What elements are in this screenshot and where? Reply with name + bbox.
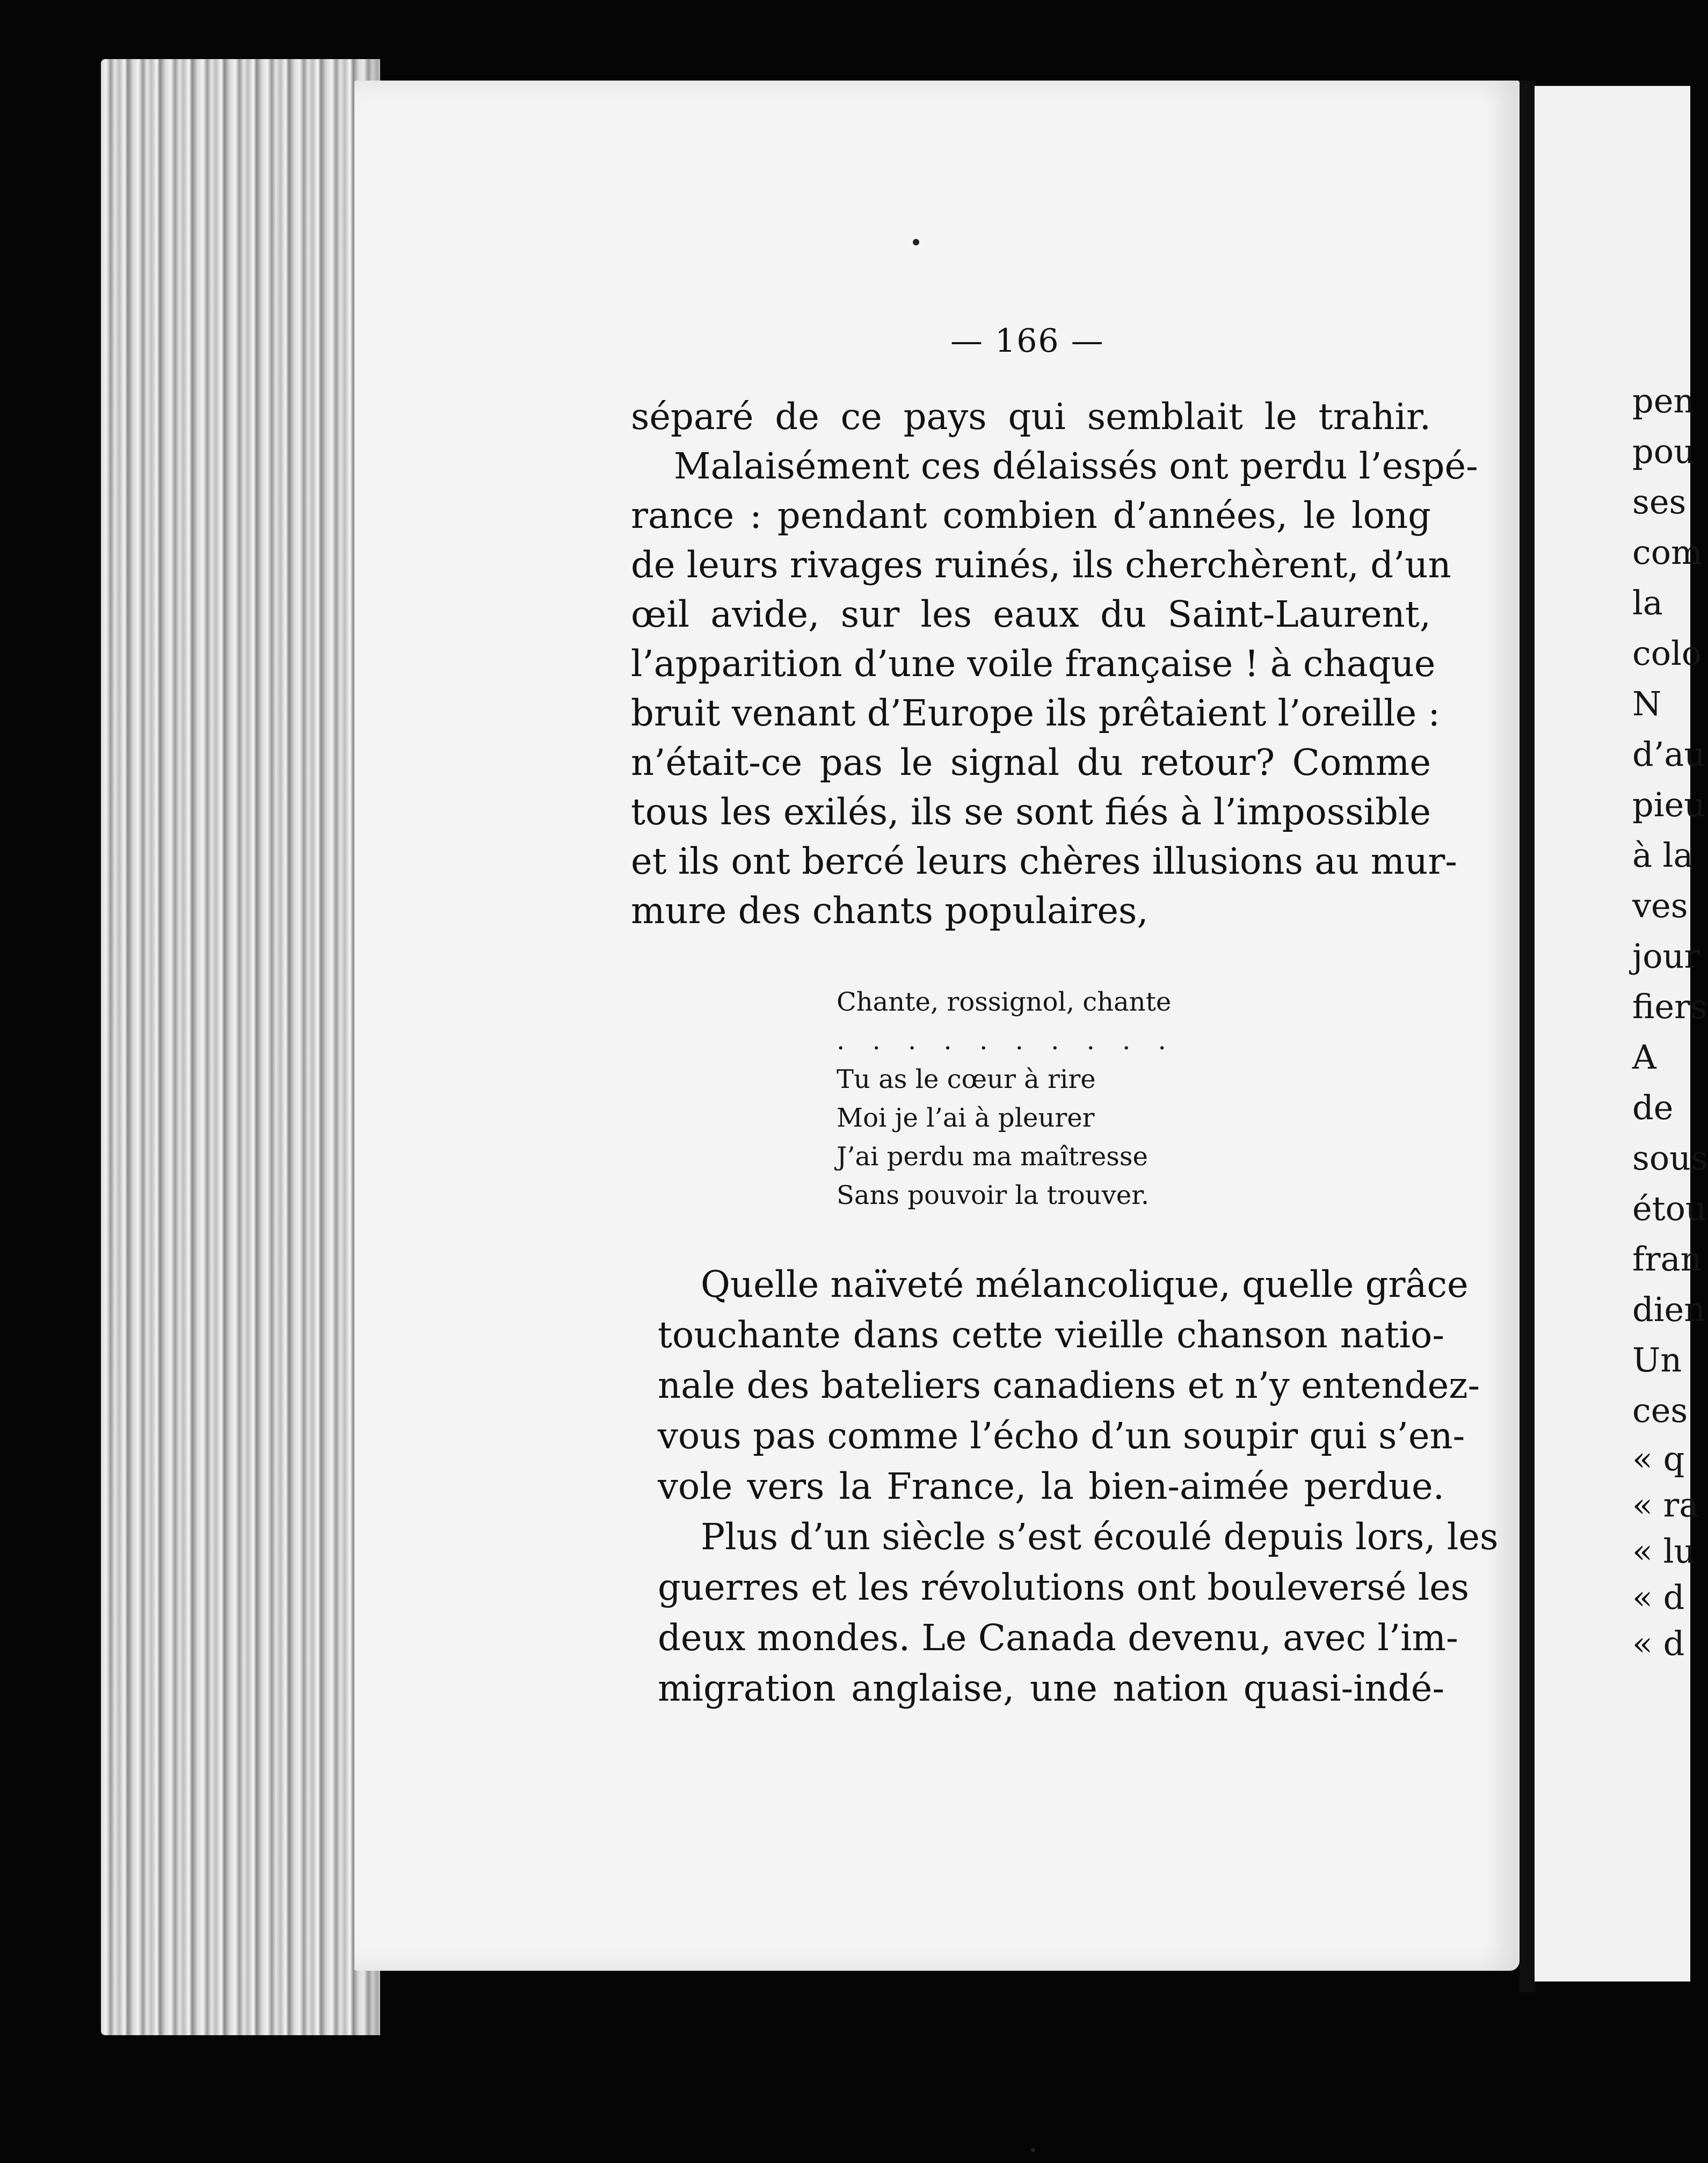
text-fragment: d’au [1632,735,1706,774]
dust-speck [913,239,919,245]
text-line: rance : pendant combien d’années, le long [631,495,1431,536]
text-line: et ils ont bercé leurs chères illusions au mur- [631,840,1457,882]
text-line: l’apparition d’une voile française ! à chaque [631,643,1436,685]
text-line: séparé de ce pays qui semblait le trahir. [631,396,1431,438]
text-fragment: fran [1632,1239,1702,1279]
text-line: de leurs rivages ruinés, ils cherchèrent, d’un [631,544,1451,586]
text-fragment: pen [1632,381,1695,420]
text-fragment: com [1632,533,1703,572]
poem-line: J’ai perdu ma maîtresse [837,1142,1148,1172]
right-page-text-fragments [1632,376,1708,1667]
poem-ellipsis: . . . . . . . . . . [837,1026,1176,1056]
text-line: touchante dans cette vieille chanson natio- [658,1314,1444,1356]
text-fragment: A [1632,1037,1656,1077]
text-line: Quelle naïveté mélancolique, quelle grâce [701,1264,1469,1305]
text-fragment: fiers [1632,987,1707,1026]
poem-line: Moi je l’ai à pleurer [837,1103,1095,1133]
body-text-bottom [658,1259,1499,1714]
text-line: n’était-ce pas le signal du retour? Comme [631,742,1431,783]
text-line: œil avide, sur les eaux du Saint-Laurent, [631,593,1431,635]
dust-speck [1031,2148,1035,2152]
book-fore-edge [101,59,380,2035]
text-fragment: pieu [1632,785,1706,824]
text-fragment: N [1632,684,1662,723]
text-line: Plus d’un siècle s’est écoulé depuis lors, les [701,1516,1499,1558]
poem-title-line: Chante, rossignol, chante [837,987,1172,1017]
text-line: vous pas comme l’écho d’un soupir qui s’en- [658,1415,1465,1457]
text-fragment: « d [1632,1578,1685,1617]
body-text-top [631,392,1478,935]
text-line: nale des bateliers canadiens et n’y entendez- [658,1364,1480,1406]
text-line: Malaisément ces délaissés ont perdu l’espé- [674,445,1478,487]
text-fragment: ces [1632,1391,1688,1430]
text-fragment: « ra [1632,1485,1699,1525]
text-line: vole vers la France, la bien-aimée perdue. [658,1465,1444,1507]
text-fragment: « d [1632,1624,1685,1663]
text-line: migration anglaise, une nation quasi-indé- [658,1667,1444,1709]
text-fragment: étou [1632,1189,1707,1228]
text-fragment: sous [1632,1138,1708,1178]
page-number: — 166 — [950,322,1104,360]
page-gutter [1520,81,1536,1992]
text-line: bruit venant d’Europe ils prêtaient l’oreille : [631,692,1441,734]
text-fragment: dien [1632,1290,1706,1329]
text-line: tous les exilés, ils se sont fiés à l’impossible [631,791,1431,833]
text-fragment: colo [1632,634,1702,673]
poem-quote [837,983,1202,1215]
text-fragment: à la [1632,836,1694,875]
text-line: mure des chants populaires, [631,890,1149,932]
text-fragment: ves [1632,886,1688,925]
text-fragment: de [1632,1088,1674,1127]
text-line: guerres et les révolutions ont bouleversé les [658,1566,1470,1608]
poem-line: Sans pouvoir la trouver. [837,1180,1150,1210]
text-fragment: Un [1632,1340,1682,1380]
text-fragment: « lu [1632,1531,1696,1571]
text-fragment: « q [1632,1439,1685,1478]
text-line: deux mondes. Le Canada devenu, avec l’im- [658,1617,1458,1659]
text-fragment: la [1632,583,1663,622]
text-fragment: ses [1632,482,1687,521]
poem-line: Tu as le cœur à rire [837,1064,1096,1094]
text-fragment: jour [1632,937,1700,976]
text-fragment: pou [1632,432,1695,471]
